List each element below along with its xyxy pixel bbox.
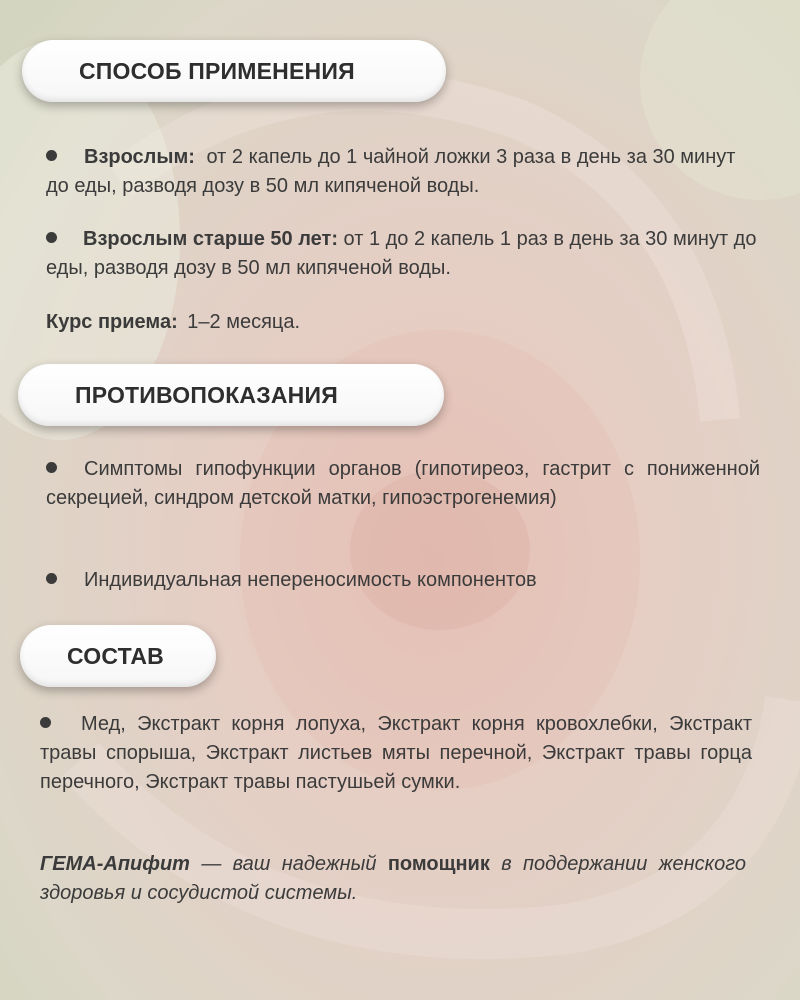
- slogan-bold-word: помощник: [387, 853, 490, 875]
- bullet-icon: [46, 462, 57, 473]
- composition-heading-pill: [20, 625, 216, 687]
- seniors-label: Взрослым старше 50 лет:: [83, 228, 338, 250]
- bullet-icon: [46, 150, 57, 161]
- usage-adults-item: [46, 143, 758, 201]
- usage-heading-pill: [22, 40, 446, 102]
- bullet-icon: [46, 573, 57, 584]
- usage-course: [46, 308, 746, 337]
- bullet-icon: [46, 232, 57, 243]
- contraindication-text-1: Симптомы гипофункции органов (гипотиреоз, гастрит с пониженной секрецией, синдром детской матки, гипоэстрогенемия): [46, 458, 760, 509]
- slogan-brand: ГЕМА-Апифит: [40, 853, 190, 875]
- bullet-icon: [40, 717, 51, 728]
- contraindication-text-2: Индивидуальная непереносимость компонентов: [84, 569, 537, 591]
- contraindications-heading-pill: [18, 364, 444, 426]
- seniors-text: от 1 до 2 капель 1 раз в день за 30 минут до еды, разводя дозу в 50 мл кипяченой воды.: [46, 228, 757, 279]
- slogan-part1: — ваш надежный: [201, 853, 377, 875]
- contraindication-item: [46, 566, 760, 595]
- adults-text: от 2 капель до 1 чайной ложки 3 раза в день за 30 минут до еды, разводя дозу в 50 мл кипяченой воды.: [46, 146, 736, 197]
- course-text: 1–2 месяца.: [187, 311, 301, 333]
- course-label: Курс приема:: [46, 311, 178, 333]
- composition-heading: СОСТАВ: [67, 642, 164, 669]
- usage-heading: СПОСОБ ПРИМЕНЕНИЯ: [79, 57, 355, 84]
- slogan-part2: в поддержании женского здоровья и сосудистой системы.: [40, 853, 746, 904]
- contraindication-item: [46, 455, 760, 513]
- contraindications-heading: ПРОТИВОПОКАЗАНИЯ: [75, 381, 338, 408]
- composition-item: [40, 710, 752, 797]
- usage-seniors-item: [46, 225, 762, 283]
- slogan: [40, 850, 746, 908]
- adults-label: Взрослым:: [84, 146, 195, 168]
- composition-text: Мед, Экстракт корня лопуха, Экстракт корня кровохлебки, Экстракт травы спорыша, Экстракт листьев мяты перечной, Экстракт травы горца перечного, Экстракт травы пастушьей сумки.: [40, 713, 752, 793]
